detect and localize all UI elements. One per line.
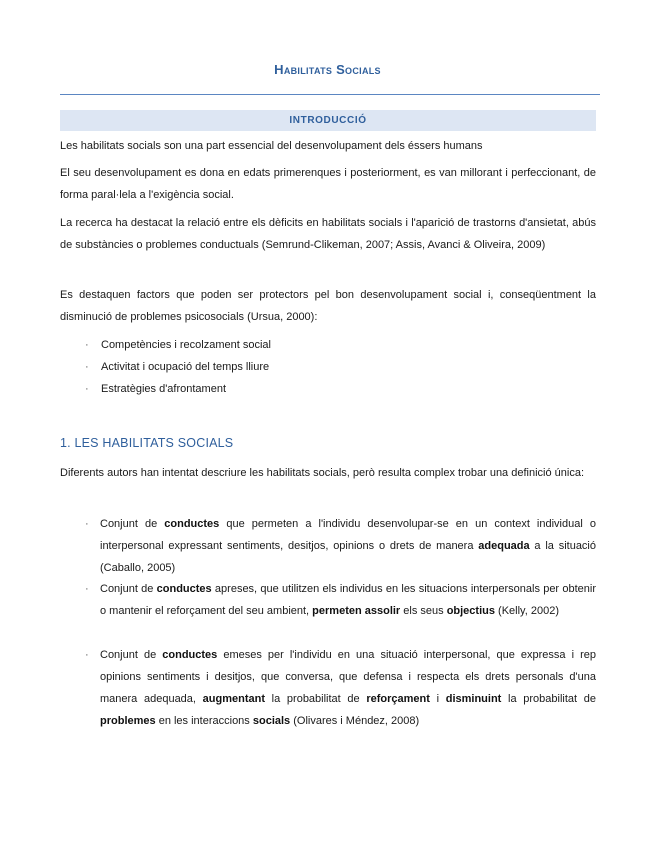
bullet-icon: · bbox=[85, 583, 89, 595]
section-intro: Diferents autors han intentat descriure les habilitats socials, però resulta complex trobar una definició única: bbox=[60, 467, 584, 479]
bullet-icon: · bbox=[85, 649, 89, 661]
definition-item-1 bbox=[85, 513, 596, 579]
definition-text: Conjunt de conductes emeses per l'individu en una situació interpersonal, que expressa i rep opinions sentiments i desitjos, que conversa, que defensa i respecta els drets personals d'una manera adequada, augmentant la probabilitat de reforçament i disminuint la probabilitat de problemes en les interaccions socials (Olivares i Méndez, 2008) bbox=[100, 649, 596, 727]
list-item bbox=[85, 382, 226, 396]
intro-paragraph-1: Les habilitats socials son una part essencial del desenvolupament dels éssers humans bbox=[60, 140, 483, 152]
protective-factor-2: Activitat i ocupació del temps lliure bbox=[101, 361, 270, 373]
protective-factor-1: Competències i recolzament social bbox=[101, 339, 271, 351]
intro-paragraph-4: Es destaquen factors que poden ser protectors pel bon desenvolupament social i, conseqüentment la disminució de problemes psicosocials (Ursua, 2000): bbox=[60, 289, 596, 323]
intro-heading: INTRODUCCIÓ bbox=[60, 110, 596, 131]
definition-text: Conjunt de conductes que permeten a l'individu desenvolupar-se en un context individual o interpersonal expressant sentiments, desitjos, opinions o drets de manera adequada a la situació (Caballo, 2005) bbox=[100, 518, 596, 574]
bullet-icon: · bbox=[85, 383, 89, 395]
bullet-icon: · bbox=[85, 518, 89, 530]
list-item bbox=[85, 360, 269, 374]
definition-item-2 bbox=[85, 578, 596, 622]
bullet-icon: · bbox=[85, 361, 89, 373]
definition-item-3 bbox=[85, 644, 596, 732]
intro-paragraph-3: La recerca ha destacat la relació entre els dèficits en habilitats socials i l'aparició de trastorns d'ansietat, abús de substàncies o problemes conductuals (Semrund-Clikeman, 2007; Assis, Avanci & Oliveira, 2009) bbox=[60, 217, 596, 251]
intro-paragraph-2: El seu desenvolupament es dona en edats primerenques i posteriorment, es van millorant i perfeccionant, de forma paral·lela a l'exigència social. bbox=[60, 167, 596, 201]
title-divider bbox=[60, 94, 600, 95]
document-title: Habilitats Socials bbox=[274, 62, 381, 77]
bullet-icon: · bbox=[85, 339, 89, 351]
definition-text: Conjunt de conductes apreses, que utilitzen els individus en les situacions interpersonals per obtenir o mantenir el reforçament del seu ambient, permeten assolir els seus objectius (Kelly, 2002) bbox=[100, 583, 596, 617]
list-item bbox=[85, 338, 271, 352]
protective-factor-3: Estratègies d'afrontament bbox=[101, 383, 227, 395]
section-heading: 1. LES HABILITATS SOCIALS bbox=[60, 436, 234, 450]
